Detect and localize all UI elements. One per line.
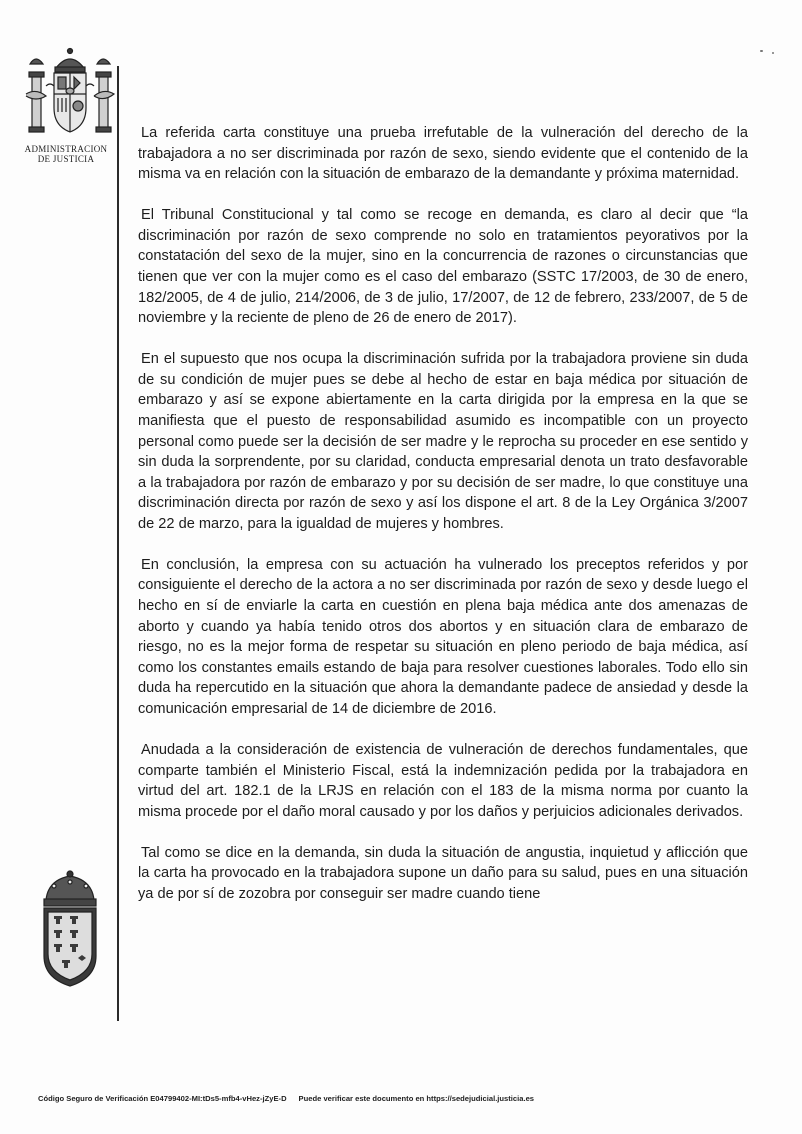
scan-speck	[772, 52, 774, 54]
paragraph-2: El Tribunal Constitucional y tal como se recoge en demanda, es claro al decir que “la discriminación por razón de sexo comprende no solo en tratamientos peyorativos por la constatación del sexo de la mujer, sino en la concurrencia de razones o circunstancias que tienen que ver con la mujer como es el caso del embarazo (SSTC 17/2003, de 30 de enero, 182/2005, de 4 de julio, 214/2006, de 3 de julio, 17/2007, de 12 de febrero, 233/2007, de 5 de noviembre y la reciente de pleno de 26 de enero de 2017).	[138, 207, 748, 327]
margin-rule	[117, 66, 119, 1021]
spain-coat-of-arms-icon	[22, 46, 118, 146]
issuing-authority	[12, 144, 120, 164]
document-body	[138, 123, 748, 925]
paragraph-4: En conclusión, la empresa con su actuación ha vulnerado los preceptos referidos y por consiguiente el derecho de la actora a no ser discriminada por razón de sexo y desde luego el hecho en sí de enviarle la carta en cuestión en plena baja médica ante dos amenazas de aborto y cuando ya había tenido otros dos abortos y en situación clara de embarazo de riesgo, no es la mejor forma de respetar su situación en pleno periodo de baja médica, así como los constantes emails estando de baja para resolver cuestiones laborales. Todo ello sin duda ha repercutido en la situación que ahora la demandante padece de ansiedad y desde la comunicación empresarial de 14 de diciembre de 2016.	[138, 556, 748, 718]
issuing-authority-line-2: DE JUSTICIA	[37, 154, 95, 164]
verification-footer	[38, 1094, 534, 1103]
paragraph-6: Tal como se dice en la demanda, sin duda la situación de angustia, inquietud y aflicción que la carta ha provocado en la trabajadora supone un daño para su salud, pues en una situación ya de por sí de zozobra por conseguir ser madre cuando tiene	[138, 844, 748, 902]
paragraph-3: En el supuesto que nos ocupa la discriminación sufrida por la trabajadora proviene sin duda de su condición de mujer pues se debe al hecho de estar en baja médica por situación de embarazo y así se expone abiertamente en la carta dirigida por la empresa en la que se manifiesta que el puesto de responsabilidad asumido es incompatible con un proyecto personal como puede ser la decisión de ser madre y le reprocha su proceder en ese sentido y sin duda la sorprendente, por su claridad, conducta empresarial denota un trato desfavorable a la trabajadora por razón de embarazo y por su decisión de ser madre, lo que constituye una discriminación directa por razón de sexo y así los dispone el art. 8 de la Ley Orgánica 3/2007 de 22 de marzo, para la igualdad de mujeres y hombres.	[138, 351, 748, 532]
murcia-coat-of-arms-icon	[34, 870, 106, 990]
verification-code: Código Seguro de Verificación E04799402-MI:tDs5-mfb4-vHez-jZyE-D	[38, 1094, 287, 1103]
issuing-authority-line-1: ADMINISTRACION	[24, 144, 108, 154]
verification-url[interactable]: Puede verificar este documento en https://sedejudicial.justicia.es	[298, 1094, 535, 1103]
scan-speck	[760, 50, 763, 52]
paragraph-5: Anudada a la consideración de existencia de vulneración de derechos fundamentales, que comparte también el Ministerio Fiscal, está la indemnización pedida por la trabajadora en virtud del art. 182.1 de la LRJS en relación con el 183 de la misma norma por cuanto la misma procede por el daño moral causado y por los daños y perjuicios adicionales derivados.	[138, 742, 748, 820]
paragraph-1: La referida carta constituye una prueba irrefutable de la vulneración del derecho de la trabajadora a no ser discriminada por razón de sexo, siendo evidente que el contenido de la misma va en relación con la situación de embarazo de la demandante y próxima maternidad.	[138, 125, 748, 183]
